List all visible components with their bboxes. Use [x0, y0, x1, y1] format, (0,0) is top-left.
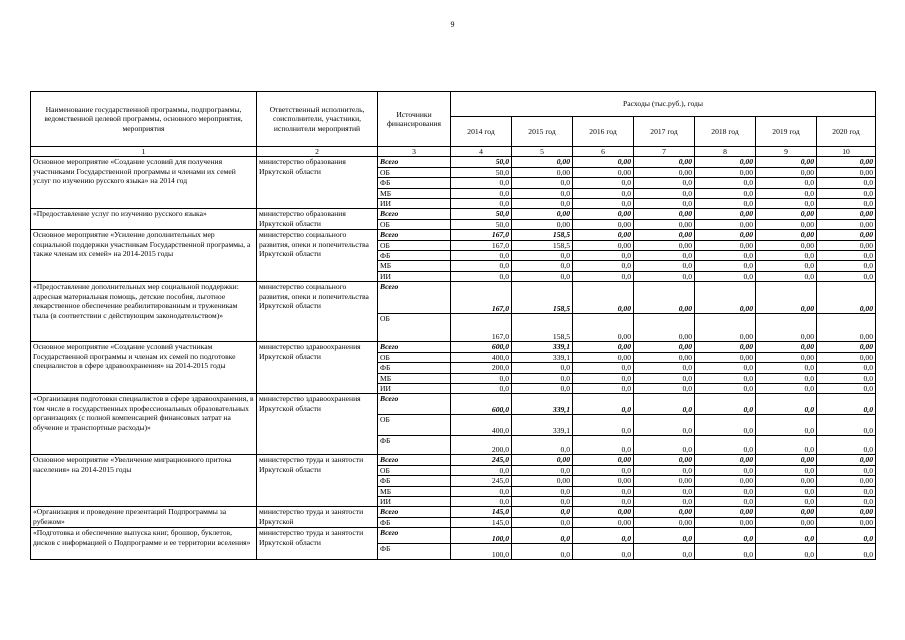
- amount-cell: 0,00: [634, 230, 695, 240]
- amount-cell: 0,0: [512, 486, 573, 496]
- page-number: 9: [450, 20, 455, 29]
- amount-cell: 0,00: [817, 314, 876, 342]
- amount-cell: 0,00: [817, 167, 876, 177]
- amount-cell: 0,00: [817, 476, 876, 486]
- amount-cell: 0,0: [695, 496, 756, 506]
- amount-cell: 0,0: [695, 178, 756, 188]
- amount-cell: 0,0: [634, 394, 695, 415]
- amount-cell: 0,00: [634, 507, 695, 517]
- amount-cell: 400,0: [451, 352, 512, 362]
- amount-cell: 0,00: [817, 209, 876, 219]
- amount-cell: 0,0: [634, 251, 695, 261]
- header-year: 2020 год: [817, 117, 876, 147]
- header-col-number: 10: [817, 147, 876, 157]
- funding-source: ИИ: [378, 199, 451, 209]
- amount-cell: 0,00: [573, 219, 634, 229]
- amount-cell: 0,0: [512, 528, 573, 544]
- amount-cell: 0,00: [695, 219, 756, 229]
- amount-cell: 0,0: [756, 436, 817, 455]
- amount-cell: 0,0: [573, 373, 634, 383]
- amount-cell: 0,00: [756, 342, 817, 352]
- amount-cell: 0,0: [512, 465, 573, 475]
- funding-source: ФБ: [378, 436, 451, 455]
- amount-cell: 0,00: [695, 517, 756, 527]
- amount-cell: 0,00: [634, 476, 695, 486]
- funding-source: ФБ: [378, 251, 451, 261]
- header-col-number: 6: [573, 147, 634, 157]
- amount-cell: 0,0: [817, 363, 876, 373]
- amount-cell: 158,5: [512, 230, 573, 240]
- header-col-number: 1: [31, 147, 257, 157]
- amount-cell: 0,0: [573, 363, 634, 373]
- amount-cell: 0,00: [756, 476, 817, 486]
- amount-cell: 0,00: [573, 240, 634, 250]
- activity-name: Основное мероприятие «Создание условий для получения участниками Государственной программы и членами их семей услуг по изучению русского языка» на 2014 год: [31, 157, 257, 209]
- amount-cell: 0,0: [573, 528, 634, 544]
- executor: министерство здравоохранения Иркутской области: [257, 342, 378, 394]
- amount-cell: 0,0: [756, 528, 817, 544]
- amount-cell: 0,0: [451, 251, 512, 261]
- amount-cell: 0,0: [634, 271, 695, 281]
- table-row: [31, 394, 876, 415]
- amount-cell: 0,00: [817, 342, 876, 352]
- activity-name: «Предоставление дополнительных мер социальной поддержки: адресная материальная помощь, детские пособия, льготное лекарственное обеспечение реабилитированным и труженикам тыла (в соответствии с действующим законодательством)»: [31, 282, 257, 342]
- amount-cell: 0,0: [817, 271, 876, 281]
- header-col-number: 8: [695, 147, 756, 157]
- amount-cell: 0,00: [634, 342, 695, 352]
- amount-cell: 0,0: [512, 383, 573, 393]
- amount-cell: 0,00: [634, 209, 695, 219]
- amount-cell: 0,00: [573, 314, 634, 342]
- amount-cell: 0,0: [634, 496, 695, 506]
- amount-cell: 0,00: [634, 157, 695, 167]
- table-row: [31, 455, 876, 465]
- executor: министерство труда и занятости Иркутской области: [257, 528, 378, 560]
- amount-cell: 0,00: [695, 167, 756, 177]
- activity-name: «Организация подготовки специалистов в сфере здравоохранения, в том числе в государственных профессиональных образовательных организациях (с полной компенсацией финансовых затрат на обучение и транспортные расходы)»: [31, 394, 257, 455]
- header-name: Наименование государственной программы, подпрограммы, ведомственной целевой программы, основного мероприятия, мероприятия: [31, 92, 257, 147]
- amount-cell: 0,0: [817, 436, 876, 455]
- amount-cell: 0,0: [695, 415, 756, 436]
- amount-cell: 0,0: [695, 486, 756, 496]
- amount-cell: 0,00: [695, 507, 756, 517]
- activity-name: «Подготовка и обеспечение выпуска книг, брошюр, буклетов, дисков с информацией о Подпрограмме и ее территории вселения»: [31, 528, 257, 560]
- amount-cell: 0,0: [756, 188, 817, 198]
- amount-cell: 0,00: [634, 219, 695, 229]
- amount-cell: 167,0: [451, 240, 512, 250]
- header-col-number: 9: [756, 147, 817, 157]
- amount-cell: 0,00: [573, 167, 634, 177]
- funding-source: ОБ: [378, 352, 451, 362]
- amount-cell: 0,0: [817, 188, 876, 198]
- amount-cell: 0,00: [695, 342, 756, 352]
- amount-cell: 0,0: [817, 373, 876, 383]
- funding-source: ОБ: [378, 314, 451, 342]
- header-expenses: Расходы (тыс.руб.), годы: [451, 92, 876, 117]
- amount-cell: 0,0: [573, 261, 634, 271]
- amount-cell: 0,0: [634, 436, 695, 455]
- amount-cell: 0,0: [695, 251, 756, 261]
- amount-cell: 0,00: [695, 282, 756, 314]
- amount-cell: 0,00: [756, 455, 817, 465]
- amount-cell: 0,0: [695, 261, 756, 271]
- amount-cell: 0,0: [573, 465, 634, 475]
- amount-cell: 0,00: [817, 230, 876, 240]
- amount-cell: 0,0: [695, 528, 756, 544]
- funding-source: МБ: [378, 261, 451, 271]
- amount-cell: 0,00: [756, 240, 817, 250]
- funding-source: ФБ: [378, 178, 451, 188]
- amount-cell: 0,0: [573, 188, 634, 198]
- header-col-number: 3: [378, 147, 451, 157]
- amount-cell: 0,0: [451, 178, 512, 188]
- header-col-number: 7: [634, 147, 695, 157]
- table-row: [31, 209, 876, 219]
- amount-cell: 0,0: [573, 436, 634, 455]
- amount-cell: 0,00: [695, 476, 756, 486]
- funding-source: Всего: [378, 282, 451, 314]
- amount-cell: 0,0: [573, 271, 634, 281]
- funding-source: ОБ: [378, 219, 451, 229]
- amount-cell: 0,00: [817, 157, 876, 167]
- amount-cell: 600,0: [451, 394, 512, 415]
- amount-cell: 0,0: [695, 363, 756, 373]
- amount-cell: 167,0: [451, 282, 512, 314]
- amount-cell: 0,0: [695, 436, 756, 455]
- amount-cell: 0,0: [756, 363, 817, 373]
- amount-cell: 0,00: [512, 476, 573, 486]
- funding-source: ОБ: [378, 415, 451, 436]
- amount-cell: 0,0: [634, 188, 695, 198]
- funding-source: ФБ: [378, 544, 451, 560]
- amount-cell: 0,0: [512, 544, 573, 560]
- amount-cell: 0,00: [756, 230, 817, 240]
- amount-cell: 0,00: [573, 352, 634, 362]
- amount-cell: 0,00: [512, 209, 573, 219]
- activity-name: Основное мероприятие «Усиление дополнительных мер социальной поддержки участникам Государственной программы, а также членам их семей» на 2014-2015 годы: [31, 230, 257, 282]
- amount-cell: 0,00: [573, 476, 634, 486]
- amount-cell: 0,00: [756, 157, 817, 167]
- amount-cell: 158,5: [512, 314, 573, 342]
- funding-source: ФБ: [378, 363, 451, 373]
- amount-cell: 0,00: [756, 219, 817, 229]
- amount-cell: 0,0: [695, 199, 756, 209]
- header-col-number: 4: [451, 147, 512, 157]
- amount-cell: 0,00: [817, 352, 876, 362]
- amount-cell: 0,0: [573, 383, 634, 393]
- amount-cell: 0,00: [817, 240, 876, 250]
- activity-name: «Предоставление услуг по изучению русского языка»: [31, 209, 257, 230]
- amount-cell: 0,00: [756, 209, 817, 219]
- amount-cell: 0,0: [695, 465, 756, 475]
- table-row: [31, 282, 876, 314]
- amount-cell: 0,0: [817, 528, 876, 544]
- amount-cell: 0,0: [695, 373, 756, 383]
- amount-cell: 0,0: [512, 436, 573, 455]
- amount-cell: 0,0: [756, 465, 817, 475]
- amount-cell: 0,0: [817, 251, 876, 261]
- amount-cell: 0,0: [817, 544, 876, 560]
- header-col-number: 2: [257, 147, 378, 157]
- funding-source: Всего: [378, 342, 451, 352]
- amount-cell: 0,0: [756, 415, 817, 436]
- amount-cell: 50,0: [451, 219, 512, 229]
- header-executor: Ответственный исполнитель, соисполнители, участники, исполнители мероприятий: [257, 92, 378, 147]
- amount-cell: 0,0: [573, 496, 634, 506]
- amount-cell: 0,0: [756, 373, 817, 383]
- table-row: [31, 157, 876, 167]
- amount-cell: 0,00: [756, 167, 817, 177]
- amount-cell: 0,0: [573, 415, 634, 436]
- amount-cell: 400,0: [451, 415, 512, 436]
- amount-cell: 50,0: [451, 209, 512, 219]
- amount-cell: 200,0: [451, 363, 512, 373]
- amount-cell: 200,0: [451, 436, 512, 455]
- activity-name: Основное мероприятие «Увеличение миграционного притока населения» на 2014-2015 годы: [31, 455, 257, 507]
- executor: министерство образования Иркутской области: [257, 209, 378, 230]
- amount-cell: 0,00: [817, 455, 876, 465]
- funding-source: Всего: [378, 507, 451, 517]
- funding-source: ФБ: [378, 476, 451, 486]
- expenses-table: [30, 91, 876, 560]
- table-row: [31, 342, 876, 352]
- amount-cell: 0,00: [695, 314, 756, 342]
- amount-cell: 0,0: [756, 199, 817, 209]
- funding-source: МБ: [378, 373, 451, 383]
- amount-cell: 0,0: [817, 261, 876, 271]
- funding-source: Всего: [378, 230, 451, 240]
- amount-cell: 0,0: [512, 261, 573, 271]
- amount-cell: 0,0: [756, 261, 817, 271]
- amount-cell: 0,0: [756, 394, 817, 415]
- funding-source: МБ: [378, 188, 451, 198]
- amount-cell: 0,00: [695, 352, 756, 362]
- funding-source: МБ: [378, 486, 451, 496]
- amount-cell: 0,0: [512, 373, 573, 383]
- amount-cell: 0,0: [451, 261, 512, 271]
- amount-cell: 100,0: [451, 528, 512, 544]
- amount-cell: 0,00: [817, 282, 876, 314]
- header-year: 2015 год: [512, 117, 573, 147]
- amount-cell: 0,0: [512, 271, 573, 281]
- funding-source: Всего: [378, 455, 451, 465]
- amount-cell: 0,0: [756, 486, 817, 496]
- funding-source: ИИ: [378, 383, 451, 393]
- amount-cell: 0,00: [573, 517, 634, 527]
- amount-cell: 0,0: [756, 544, 817, 560]
- header-year: 2014 год: [451, 117, 512, 147]
- amount-cell: 0,00: [756, 352, 817, 362]
- amount-cell: 0,0: [817, 415, 876, 436]
- amount-cell: 339,1: [512, 415, 573, 436]
- amount-cell: 0,0: [512, 363, 573, 373]
- header-year: 2019 год: [756, 117, 817, 147]
- amount-cell: 0,0: [573, 199, 634, 209]
- amount-cell: 158,5: [512, 240, 573, 250]
- header-year: 2016 год: [573, 117, 634, 147]
- amount-cell: 0,00: [512, 167, 573, 177]
- amount-cell: 0,0: [512, 507, 573, 517]
- amount-cell: 0,0: [634, 465, 695, 475]
- amount-cell: 0,00: [634, 240, 695, 250]
- amount-cell: 0,00: [695, 157, 756, 167]
- amount-cell: 0,0: [512, 188, 573, 198]
- funding-source: Всего: [378, 528, 451, 544]
- amount-cell: 0,0: [634, 486, 695, 496]
- amount-cell: 0,0: [451, 496, 512, 506]
- amount-cell: 0,00: [634, 167, 695, 177]
- amount-cell: 0,0: [756, 496, 817, 506]
- amount-cell: 0,00: [573, 342, 634, 352]
- table-row: [31, 230, 876, 240]
- amount-cell: 0,0: [756, 383, 817, 393]
- amount-cell: 0,0: [451, 486, 512, 496]
- amount-cell: 0,00: [573, 209, 634, 219]
- funding-source: ОБ: [378, 167, 451, 177]
- activity-name: «Организация и проведение презентаций Подпрограммы за рубежом»: [31, 507, 257, 528]
- funding-source: ИИ: [378, 496, 451, 506]
- amount-cell: 100,0: [451, 544, 512, 560]
- amount-cell: 245,0: [451, 455, 512, 465]
- amount-cell: 0,0: [634, 373, 695, 383]
- amount-cell: 0,00: [634, 455, 695, 465]
- amount-cell: 0,00: [573, 157, 634, 167]
- amount-cell: 0,0: [695, 394, 756, 415]
- amount-cell: 0,0: [634, 383, 695, 393]
- amount-cell: 245,0: [451, 476, 512, 486]
- amount-cell: 0,0: [756, 178, 817, 188]
- amount-cell: 0,0: [573, 394, 634, 415]
- amount-cell: 0,0: [695, 271, 756, 281]
- amount-cell: 339,1: [512, 342, 573, 352]
- amount-cell: 158,5: [512, 282, 573, 314]
- amount-cell: 0,0: [451, 271, 512, 281]
- amount-cell: 0,0: [573, 486, 634, 496]
- amount-cell: 0,0: [512, 496, 573, 506]
- amount-cell: 0,0: [634, 199, 695, 209]
- amount-cell: 0,00: [512, 455, 573, 465]
- funding-source: ИИ: [378, 271, 451, 281]
- amount-cell: 0,0: [817, 383, 876, 393]
- executor: министерство социального развития, опеки и попечительства Иркутской области: [257, 282, 378, 342]
- amount-cell: 0,0: [451, 199, 512, 209]
- amount-cell: 0,00: [817, 517, 876, 527]
- table-row: [31, 528, 876, 544]
- amount-cell: 0,00: [756, 282, 817, 314]
- amount-cell: 0,00: [695, 240, 756, 250]
- funding-source: Всего: [378, 394, 451, 415]
- amount-cell: 0,0: [451, 188, 512, 198]
- funding-source: ФБ: [378, 517, 451, 527]
- amount-cell: 167,0: [451, 314, 512, 342]
- amount-cell: 339,1: [512, 352, 573, 362]
- amount-cell: 0,0: [756, 251, 817, 261]
- amount-cell: 0,0: [573, 544, 634, 560]
- amount-cell: 0,00: [817, 507, 876, 517]
- amount-cell: 0,0: [634, 528, 695, 544]
- amount-cell: 600,0: [451, 342, 512, 352]
- amount-cell: 0,0: [817, 394, 876, 415]
- amount-cell: 0,0: [634, 261, 695, 271]
- amount-cell: 0,0: [634, 178, 695, 188]
- executor: министерство образования Иркутской области: [257, 157, 378, 209]
- amount-cell: 0,0: [634, 415, 695, 436]
- amount-cell: 0,0: [756, 271, 817, 281]
- amount-cell: 167,0: [451, 230, 512, 240]
- amount-cell: 0,0: [451, 373, 512, 383]
- funding-source: Всего: [378, 209, 451, 219]
- amount-cell: 0,00: [695, 455, 756, 465]
- amount-cell: 0,00: [512, 157, 573, 167]
- amount-cell: 145,0: [451, 507, 512, 517]
- amount-cell: 0,0: [817, 178, 876, 188]
- executor: министерство труда и занятости Иркутской области: [257, 455, 378, 507]
- amount-cell: 0,0: [512, 199, 573, 209]
- amount-cell: 0,0: [817, 465, 876, 475]
- amount-cell: 0,00: [573, 455, 634, 465]
- amount-cell: 0,0: [573, 178, 634, 188]
- amount-cell: 0,0: [695, 383, 756, 393]
- amount-cell: 0,00: [634, 517, 695, 527]
- amount-cell: 0,00: [573, 230, 634, 240]
- amount-cell: 0,0: [573, 251, 634, 261]
- amount-cell: 0,00: [756, 517, 817, 527]
- amount-cell: 50,0: [451, 157, 512, 167]
- amount-cell: 0,0: [817, 486, 876, 496]
- amount-cell: 0,00: [512, 219, 573, 229]
- funding-source: ОБ: [378, 240, 451, 250]
- amount-cell: 0,0: [451, 383, 512, 393]
- amount-cell: 0,0: [817, 199, 876, 209]
- amount-cell: 0,0: [451, 465, 512, 475]
- funding-source: Всего: [378, 157, 451, 167]
- amount-cell: 0,00: [756, 314, 817, 342]
- amount-cell: 0,0: [695, 544, 756, 560]
- amount-cell: 0,0: [695, 188, 756, 198]
- header-source: Источники финансирования: [378, 92, 451, 147]
- amount-cell: 0,00: [634, 314, 695, 342]
- amount-cell: 0,00: [634, 352, 695, 362]
- amount-cell: 0,00: [756, 507, 817, 517]
- amount-cell: 145,0: [451, 517, 512, 527]
- amount-cell: 0,00: [695, 230, 756, 240]
- amount-cell: 0,00: [634, 282, 695, 314]
- amount-cell: 0,0: [512, 517, 573, 527]
- amount-cell: 0,00: [695, 209, 756, 219]
- header-year: 2017 год: [634, 117, 695, 147]
- amount-cell: 0,00: [573, 507, 634, 517]
- amount-cell: 0,0: [634, 363, 695, 373]
- activity-name: Основное мероприятие «Создание условий участникам Государственной программы и членам их семей по подготовке специалистов в сфере здравоохранения» на 2014-2015 годы: [31, 342, 257, 394]
- header-col-number: 5: [512, 147, 573, 157]
- amount-cell: 0,0: [817, 496, 876, 506]
- amount-cell: 0,0: [512, 251, 573, 261]
- executor: министерство труда и занятости Иркутской: [257, 507, 378, 528]
- amount-cell: 0,00: [573, 282, 634, 314]
- executor: министерство здравоохранения Иркутской области: [257, 394, 378, 455]
- amount-cell: 0,00: [817, 219, 876, 229]
- amount-cell: 0,0: [512, 178, 573, 188]
- table-row: [31, 507, 876, 517]
- amount-cell: 50,0: [451, 167, 512, 177]
- amount-cell: 0,0: [634, 544, 695, 560]
- executor: министерство социального развития, опеки и попечительства Иркутской области: [257, 230, 378, 282]
- header-year: 2018 год: [695, 117, 756, 147]
- amount-cell: 339,1: [512, 394, 573, 415]
- funding-source: ОБ: [378, 465, 451, 475]
